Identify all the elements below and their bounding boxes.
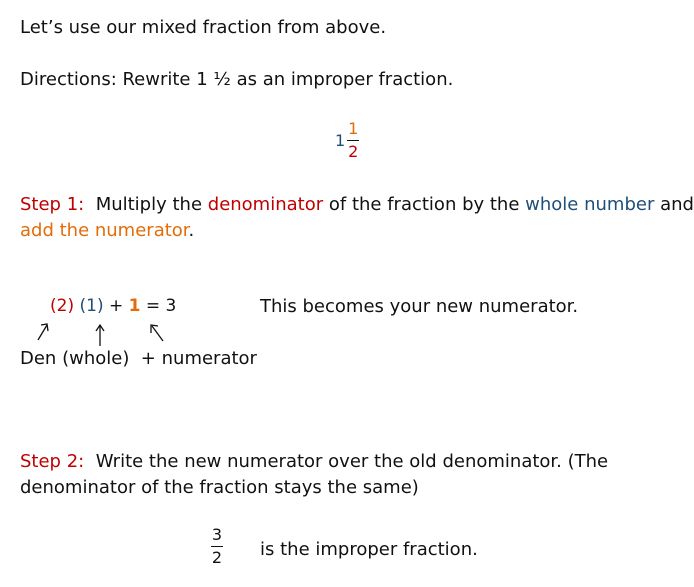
arrow-den xyxy=(38,325,47,340)
step1-text-b: of the fraction by the xyxy=(328,194,520,215)
step1-label: Step 1: xyxy=(20,194,85,215)
directions-text: Directions: Rewrite 1 ½ as an improper fraction. xyxy=(20,69,454,90)
eq-plus: + xyxy=(109,296,124,316)
mixed-whole: 1 xyxy=(335,130,346,150)
result-denominator: 2 xyxy=(211,548,223,567)
step2-text-line1: Write the new numerator over the old denominator. (The xyxy=(95,451,609,472)
arrow-numerator xyxy=(152,326,163,341)
step1-whole-word: whole number xyxy=(525,194,655,215)
eq-whole: (1) xyxy=(79,296,104,316)
step2-label: Step 2: xyxy=(20,451,85,472)
label-den: Den xyxy=(20,348,57,369)
mixed-numerator: 1 xyxy=(348,119,359,138)
label-plus: + xyxy=(140,348,156,369)
result-numerator: 3 xyxy=(211,525,223,544)
eq-result: = 3 xyxy=(145,296,177,316)
eq-numerator: 1 xyxy=(128,296,141,316)
step2-line2: denominator of the fraction stays the same) xyxy=(20,477,419,498)
step1-add-numerator: add the numerator xyxy=(20,220,189,241)
label-whole: (whole) xyxy=(62,348,130,369)
step1-denominator-word: denominator xyxy=(207,194,324,215)
mixed-denominator: 2 xyxy=(348,142,359,161)
equation-note: This becomes your new numerator. xyxy=(260,296,579,317)
result-fraction xyxy=(211,526,223,567)
step1-text-a: Multiply the xyxy=(95,194,203,215)
step1-period: . xyxy=(188,220,195,241)
eq-denominator: (2) xyxy=(50,296,75,316)
result-fraction-bar xyxy=(211,546,223,547)
step2-line1 xyxy=(20,451,608,472)
result-caption: is the improper fraction. xyxy=(260,539,478,560)
label-numerator: numerator xyxy=(161,348,257,369)
step1-text-c: and xyxy=(660,194,694,215)
intro-text: Let’s use our mixed fraction from above. xyxy=(20,17,387,38)
labels-row xyxy=(20,348,257,369)
